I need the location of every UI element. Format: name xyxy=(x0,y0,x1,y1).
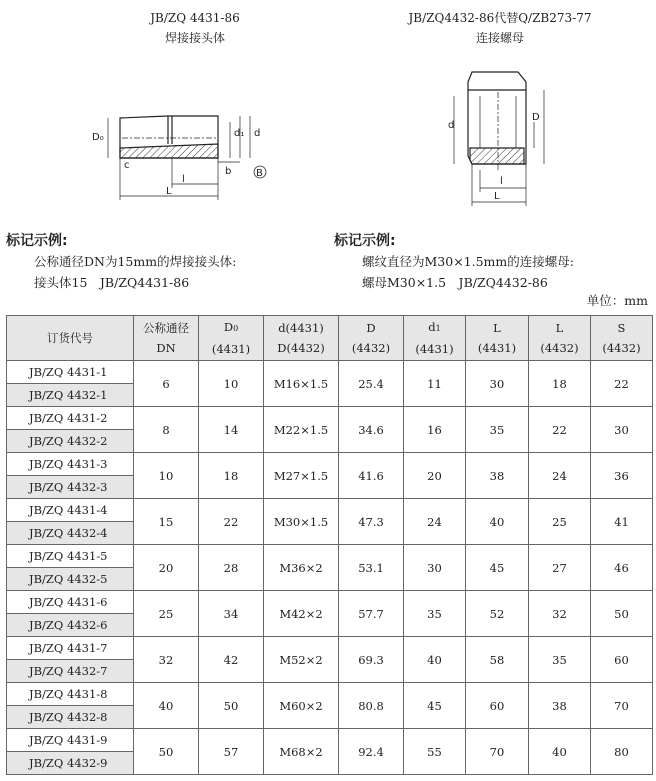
header-d1: d1 (4431) xyxy=(404,316,466,361)
cell-dn: 6 xyxy=(134,361,199,407)
cell-dn: 15 xyxy=(134,499,199,545)
cell-D: 92.4 xyxy=(339,729,404,775)
label-l-left: l xyxy=(182,174,185,185)
cell-d: M16×1.5 xyxy=(264,361,339,407)
cell-S: 80 xyxy=(591,729,653,775)
cell-d: M30×1.5 xyxy=(264,499,339,545)
cell-d: M27×1.5 xyxy=(264,453,339,499)
cell-d: M22×1.5 xyxy=(264,407,339,453)
label-b: b xyxy=(225,166,232,177)
left-figure-caption xyxy=(95,8,295,48)
cell-S: 41 xyxy=(591,499,653,545)
order-code-4431: JB/ZQ 4431-9 xyxy=(7,729,134,752)
cell-L1: 30 xyxy=(466,361,529,407)
cell-L2: 40 xyxy=(529,729,591,775)
header-row xyxy=(7,316,653,361)
cell-d1: 40 xyxy=(404,637,466,683)
cell-L1: 58 xyxy=(466,637,529,683)
order-code-4432: JB/ZQ 4432-9 xyxy=(7,752,134,775)
header-thread-d: d(4431) D(4432) xyxy=(264,316,339,361)
table-row xyxy=(7,683,653,706)
unit-label: 单位：mm xyxy=(586,293,648,308)
cell-L1: 35 xyxy=(466,407,529,453)
right-figure-name: 连接螺母 xyxy=(475,31,524,45)
table-row xyxy=(7,637,653,660)
table-row xyxy=(7,453,653,476)
cell-d0: 34 xyxy=(199,591,264,637)
cell-L1: 60 xyxy=(466,683,529,729)
cell-dn: 25 xyxy=(134,591,199,637)
cell-L1: 38 xyxy=(466,453,529,499)
cell-L2: 27 xyxy=(529,545,591,591)
label-d1: d₁ xyxy=(234,128,245,139)
left-figure-standard: JB/ZQ 4431-86 xyxy=(150,11,240,25)
cell-dn: 50 xyxy=(134,729,199,775)
connecting-nut-drawing xyxy=(440,66,560,211)
order-code-4432: JB/ZQ 4432-2 xyxy=(7,430,134,453)
left-example-heading: 标记示例: xyxy=(6,233,68,249)
cell-L2: 32 xyxy=(529,591,591,637)
cell-L2: 22 xyxy=(529,407,591,453)
order-code-4432: JB/ZQ 4432-7 xyxy=(7,660,134,683)
cell-d: M52×2 xyxy=(264,637,339,683)
header-L-4431: L (4431) xyxy=(466,316,529,361)
cell-dn: 8 xyxy=(134,407,199,453)
cell-S: 36 xyxy=(591,453,653,499)
cell-d0: 57 xyxy=(199,729,264,775)
cell-D: 25.4 xyxy=(339,361,404,407)
cell-L1: 40 xyxy=(466,499,529,545)
order-code-4432: JB/ZQ 4432-1 xyxy=(7,384,134,407)
cell-d0: 28 xyxy=(199,545,264,591)
cell-L2: 18 xyxy=(529,361,591,407)
cell-D: 69.3 xyxy=(339,637,404,683)
cell-L2: 24 xyxy=(529,453,591,499)
cell-D: 34.6 xyxy=(339,407,404,453)
order-code-4431: JB/ZQ 4431-4 xyxy=(7,499,134,522)
cell-D: 80.8 xyxy=(339,683,404,729)
cell-S: 70 xyxy=(591,683,653,729)
order-code-4432: JB/ZQ 4432-8 xyxy=(7,706,134,729)
header-nominal-dn: 公称通径 DN xyxy=(134,316,199,361)
header-L-4432: L (4432) xyxy=(529,316,591,361)
label-L-right: L xyxy=(494,191,500,202)
header-D: D (4432) xyxy=(339,316,404,361)
cell-D: 53.1 xyxy=(339,545,404,591)
left-figure-name: 焊接接头体 xyxy=(164,31,225,45)
order-code-4432: JB/ZQ 4432-3 xyxy=(7,476,134,499)
table-row xyxy=(7,499,653,522)
cell-L1: 70 xyxy=(466,729,529,775)
table-row xyxy=(7,361,653,384)
order-code-4431: JB/ZQ 4431-5 xyxy=(7,545,134,568)
label-B: B xyxy=(256,168,263,179)
order-code-4431: JB/ZQ 4431-2 xyxy=(7,407,134,430)
order-code-4431: JB/ZQ 4431-6 xyxy=(7,591,134,614)
cell-D: 57.7 xyxy=(339,591,404,637)
right-example-line1: 螺纹直径为M30×1.5mm的连接螺母: xyxy=(362,254,574,269)
cell-L2: 38 xyxy=(529,683,591,729)
order-code-4432: JB/ZQ 4432-4 xyxy=(7,522,134,545)
right-example-line2: 螺母M30×1.5 JB/ZQ4432-86 xyxy=(362,275,548,290)
order-code-4431: JB/ZQ 4431-8 xyxy=(7,683,134,706)
order-code-4431: JB/ZQ 4431-3 xyxy=(7,453,134,476)
cell-S: 50 xyxy=(591,591,653,637)
order-code-4432: JB/ZQ 4432-5 xyxy=(7,568,134,591)
label-d-right: d xyxy=(448,120,455,131)
order-code-4432: JB/ZQ 4432-6 xyxy=(7,614,134,637)
order-code-4431: JB/ZQ 4431-1 xyxy=(7,361,134,384)
label-D-right: D xyxy=(532,112,540,123)
cell-d: M36×2 xyxy=(264,545,339,591)
cell-L2: 35 xyxy=(529,637,591,683)
order-code-4431: JB/ZQ 4431-7 xyxy=(7,637,134,660)
left-example-line1: 公称通径DN为15mm的焊接接头体: xyxy=(34,254,237,269)
cell-d1: 35 xyxy=(404,591,466,637)
cell-d1: 20 xyxy=(404,453,466,499)
header-S: S (4432) xyxy=(591,316,653,361)
cell-dn: 32 xyxy=(134,637,199,683)
table-row xyxy=(7,545,653,568)
welded-joint-drawing xyxy=(80,100,280,210)
cell-d1: 24 xyxy=(404,499,466,545)
table-row xyxy=(7,729,653,752)
cell-d0: 42 xyxy=(199,637,264,683)
cell-d0: 18 xyxy=(199,453,264,499)
cell-d0: 50 xyxy=(199,683,264,729)
cell-dn: 10 xyxy=(134,453,199,499)
label-L-left: L xyxy=(166,186,172,197)
cell-dn: 20 xyxy=(134,545,199,591)
cell-dn: 40 xyxy=(134,683,199,729)
cell-d0: 14 xyxy=(199,407,264,453)
right-figure-standard: JB/ZQ4432-86代替Q/ZB273-77 xyxy=(408,11,592,25)
cell-d1: 55 xyxy=(404,729,466,775)
left-example-line2: 接头体15 JB/ZQ4431-86 xyxy=(34,275,190,290)
cell-d0: 22 xyxy=(199,499,264,545)
cell-S: 30 xyxy=(591,407,653,453)
cell-D: 47.3 xyxy=(339,499,404,545)
label-D0: D₀ xyxy=(92,132,104,143)
label-d-left: d xyxy=(254,128,261,139)
cell-d1: 45 xyxy=(404,683,466,729)
cell-d1: 30 xyxy=(404,545,466,591)
spec-table xyxy=(6,315,653,775)
right-example-heading: 标记示例: xyxy=(334,233,396,249)
cell-L1: 52 xyxy=(466,591,529,637)
cell-L1: 45 xyxy=(466,545,529,591)
cell-S: 22 xyxy=(591,361,653,407)
label-c: c xyxy=(124,160,130,171)
cell-S: 60 xyxy=(591,637,653,683)
cell-d1: 16 xyxy=(404,407,466,453)
cell-d0: 10 xyxy=(199,361,264,407)
table-row xyxy=(7,407,653,430)
header-d0: D0 (4431) xyxy=(199,316,264,361)
table-body xyxy=(7,361,653,775)
cell-d: M60×2 xyxy=(264,683,339,729)
cell-d1: 11 xyxy=(404,361,466,407)
cell-d: M68×2 xyxy=(264,729,339,775)
right-figure-caption xyxy=(380,8,620,48)
cell-S: 46 xyxy=(591,545,653,591)
table-row xyxy=(7,591,653,614)
cell-d: M42×2 xyxy=(264,591,339,637)
cell-L2: 25 xyxy=(529,499,591,545)
label-l-right: l xyxy=(500,176,503,187)
cell-D: 41.6 xyxy=(339,453,404,499)
header-order-code: 订货代号 xyxy=(7,316,134,361)
